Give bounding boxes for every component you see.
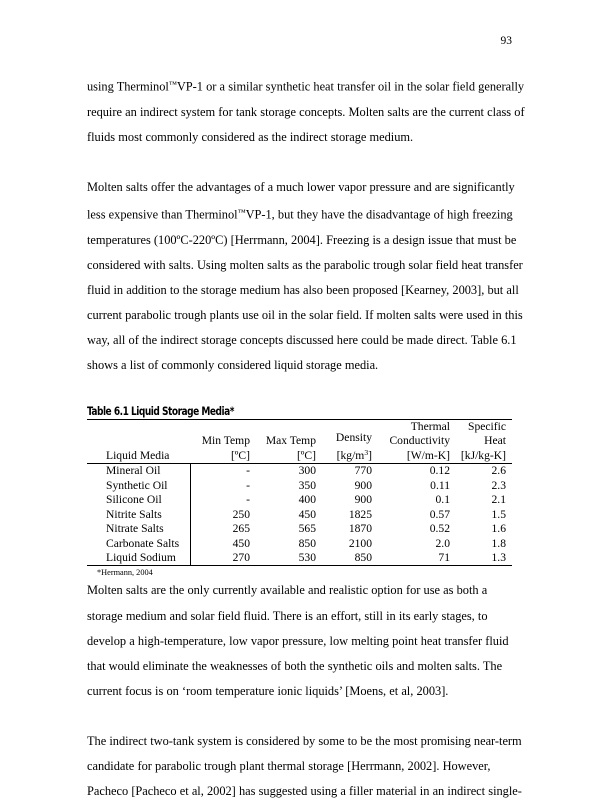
cell-min-temp: 270 xyxy=(232,551,250,564)
cell-media: Synthetic Oil xyxy=(87,479,190,493)
header-max-temp-label: Max Temp xyxy=(265,434,316,448)
paragraph-1 xyxy=(87,72,525,150)
cell-density: 770 xyxy=(354,464,372,478)
table-row xyxy=(87,551,512,565)
table-6-1 xyxy=(87,405,512,578)
cell-specific-heat: 2.3 xyxy=(491,478,506,492)
cell-max-temp: 400 xyxy=(298,493,316,507)
header-thermal-conductivity-label: Conductivity xyxy=(389,434,450,448)
header-thermal-conductivity-unit: [W/m-K] xyxy=(406,448,450,462)
header-min-temp-unit: [ºC] xyxy=(230,448,250,462)
liquid-storage-media-body xyxy=(87,464,512,565)
liquid-storage-media-table xyxy=(87,420,512,463)
table-head xyxy=(87,420,512,463)
cell-conductivity: 2.0 xyxy=(435,536,450,550)
paragraph-1-text-a: using Therminol xyxy=(87,79,169,94)
cell-max-temp: 565 xyxy=(298,522,316,536)
header-density-unit: $[kg/m^3]$ xyxy=(336,447,372,462)
table-body xyxy=(87,464,512,565)
cell-specific-heat: 1.5 xyxy=(491,507,506,521)
table-footnote: *Hermann, 2004 xyxy=(97,568,153,578)
table-row xyxy=(87,464,512,478)
document-body xyxy=(87,72,525,804)
paragraph-1-text-b: VP-1 or a similar synthetic heat transfer oil in the solar field generally require an indirect system for tank storage concepts. Molten salts are the current class of fluids most commonly considered as the indirect storage medium. xyxy=(87,79,525,144)
cell-density: 850 xyxy=(354,551,372,564)
paragraph-2 xyxy=(87,175,525,378)
header-max-temp-unit: [ºC] xyxy=(296,448,316,462)
cell-conductivity: 0.52 xyxy=(429,522,450,536)
trademark-symbol: ™ xyxy=(237,207,246,217)
cell-density: 1870 xyxy=(348,522,372,536)
cell-media: Silicone Oil xyxy=(87,493,190,507)
cell-media: Nitrite Salts xyxy=(87,508,190,522)
header-thermal-conductivity-line1: Thermal xyxy=(410,420,450,434)
cell-conductivity: 0.11 xyxy=(430,478,450,492)
page-number: 93 xyxy=(500,35,512,47)
cell-conductivity: 71 xyxy=(438,551,450,564)
cell-min-temp: - xyxy=(246,464,250,478)
table-row xyxy=(87,537,512,551)
cell-max-temp: 850 xyxy=(298,536,316,550)
table-row xyxy=(87,479,512,493)
cell-min-temp: 450 xyxy=(232,536,250,550)
trademark-symbol: ™ xyxy=(168,80,177,89)
cell-conductivity: 0.12 xyxy=(429,464,450,478)
header-specific-heat-unit: [kJ/kg-K] xyxy=(460,448,506,462)
cell-specific-heat: 2.1 xyxy=(491,493,506,507)
header-liquid-media xyxy=(87,420,190,463)
header-min-temp xyxy=(190,420,256,463)
header-thermal-conductivity xyxy=(378,420,456,463)
table-row xyxy=(87,522,512,536)
cell-specific-heat: 2.6 xyxy=(491,464,506,478)
cell-media: Mineral Oil xyxy=(87,464,190,478)
cell-media: Nitrate Salts xyxy=(87,522,190,536)
table-caption: Table 6.1 Liquid Storage Media* xyxy=(87,404,234,419)
cell-min-temp: - xyxy=(246,493,250,507)
table-row xyxy=(87,493,512,507)
cell-max-temp: 450 xyxy=(298,507,316,521)
cell-max-temp: 530 xyxy=(298,551,316,564)
cell-density: 900 xyxy=(354,493,372,507)
header-min-temp-label: Min Temp xyxy=(201,434,250,448)
header-specific-heat-label: Heat xyxy=(484,434,506,448)
cell-max-temp: 350 xyxy=(298,478,316,492)
header-row xyxy=(87,420,512,463)
paragraph-3: Molten salts are the only currently available and realistic option for use as both a storage medium and solar field fluid. There is an effort, still in its early stages, to develop a high-temperature, low vapor pressure, low melting point heat transfer fluid that would eliminate the weaknesses of both the synthetic oils and molten salts. The current focus is on ‘room temperature ionic liquids’ [Moens, et al, 2003]. xyxy=(87,583,509,698)
cell-specific-heat: 1.8 xyxy=(491,536,506,550)
paragraph-2-text-b: VP-1, but they have the disadvantage of high freezing temperatures (100ºC-220ºC) [Herrmann, 2004]. Freezing is a design issue that must be considered with salts. Using molten salts as the parabolic trough solar field heat transfer fluid in addition to the storage medium has also been proposed [Kearney, 2003], but all current parabolic trough plants use oil in the solar field. If molten salts were used in this way, all of the indirect storage concepts discussed here could be made direct. Table 6.1 shows a list of commonly considered liquid storage media. xyxy=(87,207,523,372)
paragraph-2-text-a: Molten salts offer the advantages of a much lower vapor pressure and are significantly less expensive than Therminol xyxy=(87,179,515,222)
cell-density: 1825 xyxy=(348,507,372,521)
cell-specific-heat: 1.6 xyxy=(491,522,506,536)
cell-specific-heat: 1.3 xyxy=(491,551,506,564)
cell-media: Liquid Sodium xyxy=(87,551,190,565)
cell-media: Carbonate Salts xyxy=(87,537,190,551)
table-row xyxy=(87,508,512,522)
header-liquid-media-label: Liquid Media xyxy=(106,448,170,462)
cell-conductivity: 0.57 xyxy=(429,507,450,521)
header-density xyxy=(322,420,378,463)
cell-min-temp: 250 xyxy=(232,507,250,521)
cell-density: 900 xyxy=(354,478,372,492)
paragraph-4: The indirect two-tank system is considered by some to be the most promising near-term candidate for parabolic trough plant thermal storage [Herrmann, 2002]. However, Pacheco [Pacheco et al, 2002] has suggested using a filler material in an indirect single- xyxy=(87,733,522,799)
header-specific-heat xyxy=(456,420,512,463)
cell-max-temp: 300 xyxy=(298,464,316,478)
header-density-label: Density xyxy=(335,431,372,445)
cell-min-temp: 265 xyxy=(232,522,250,536)
header-specific-heat-line1: Specific xyxy=(468,420,506,434)
cell-min-temp: - xyxy=(246,478,250,492)
cell-conductivity: 0.1 xyxy=(435,493,450,507)
cell-density: 2100 xyxy=(348,536,372,550)
header-max-temp xyxy=(256,420,322,463)
